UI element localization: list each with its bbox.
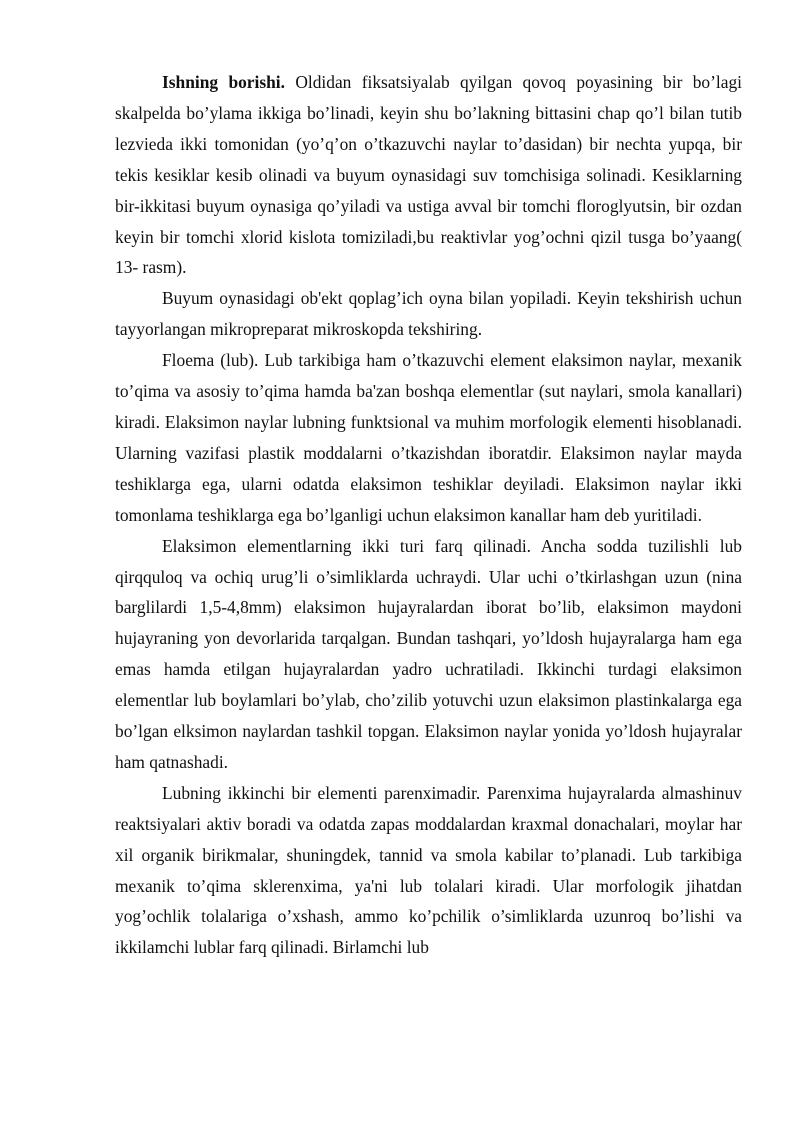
paragraph-elaksimon-elementlar: Elaksimon elementlarning ikki turi farq qilinadi. Ancha sodda tuzilishli lub qirqquloq va ochiq urug’li o’simliklarda uchraydi. Ular uchi o’tkirlashgan uzun (nina barglilardi 1,5-4,8mm) elaksimon hujayralardan iborat bo’lib, elaksimon maydoni hujayraning yon devorlarida tarqalgan. Bundan tashqari, yo’ldosh hujayralarga ham ega emas hamda etilgan hujayralardan yadro uchratiladi. Ikkinchi turdagi elaksimon elementlar lub boylamlari bo’ylab, cho’zilib yotuvchi uzun elaksimon plastinkalarga ega bo’lgan elksimon naylardan tashkil topgan. Elaksimon naylar yonida yo’ldosh hujayralar ham qatnashadi. [115, 535, 742, 772]
paragraph-buyum-oynasi: Buyum oynasidagi ob'ekt qoplag’ich oyna bilan yopiladi. Keyin tekshirish uchun tayyorlangan mikropreparat mikroskopda tekshiring. [115, 288, 742, 340]
paragraph-ishning-borishi [115, 67, 742, 283]
paragraph-floema: Floema (lub). Lub tarkibiga ham o’tkazuvchi element elaksimon naylar, mexanik to’qima va asosiy to’qima hamda ba'zan boshqa elementlar (sut naylari, smola kanallari) kiradi. Elaksimon naylar lubning funktsional va muhim morfologik elementi hisoblanadi. Ularning vazifasi plastik moddalarni o’tkazishdan iboratdir. Elaksimon naylar mayda teshiklarga ega, ularni odatda elaksimon teshiklar deyiladi. Elaksimon naylar ikki tomonlama teshiklarga ega bo’lganligi uchun elaksimon kanallar ham deb yuritiladi. [115, 350, 742, 525]
paragraph-text: Oldidan fiksatsiyalab qyilgan qovoq poyasining bir bo’lagi skalpelda bo’ylama ikkiga bo’linadi, keyin shu bo’lakning bittasini chap qo’l bilan tutib lezvieda ikki tomonidan (yo’q’on o’tkazuvchi naylar to’dasidan) bir nechta yupqa, bir tekis kesiklar kesib olinadi va buyum oynasidagi suv tomchisiga solinadi. Kesiklarning bir-ikkitasi buyum oynasiga qo’yiladi va ustiga avval bir tomchi floroglyutsin, bir ozdan keyin bir tomchi xlorid kislota tomiziladi,bu reaktivlar yog’ochni qizil tusga bo’yaang( 13- rasm). [115, 72, 742, 278]
paragraph-lead-heading: Ishning borishi. [162, 72, 285, 92]
paragraph-parenxima: Lubning ikkinchi bir elementi parenximadir. Parenxima hujayralarda almashinuv reaktsiyalari aktiv boradi va odatda zapas moddalardan kraxmal donachalari, moylar har xil organik birikmalar, shuningdek, tannid va smola kabilar to’planadi. Lub tarkibiga mexanik to’qima sklerenxima, ya'ni lub tolalari kiradi. Ular morfologik jihatdan yog’ochlik tolalariga o’xshash, ammo ko’pchilik o’simliklarda uzunroq bo’lishi va ikkilamchi lublar farq qilinadi. Birlamchi lub [115, 782, 742, 958]
